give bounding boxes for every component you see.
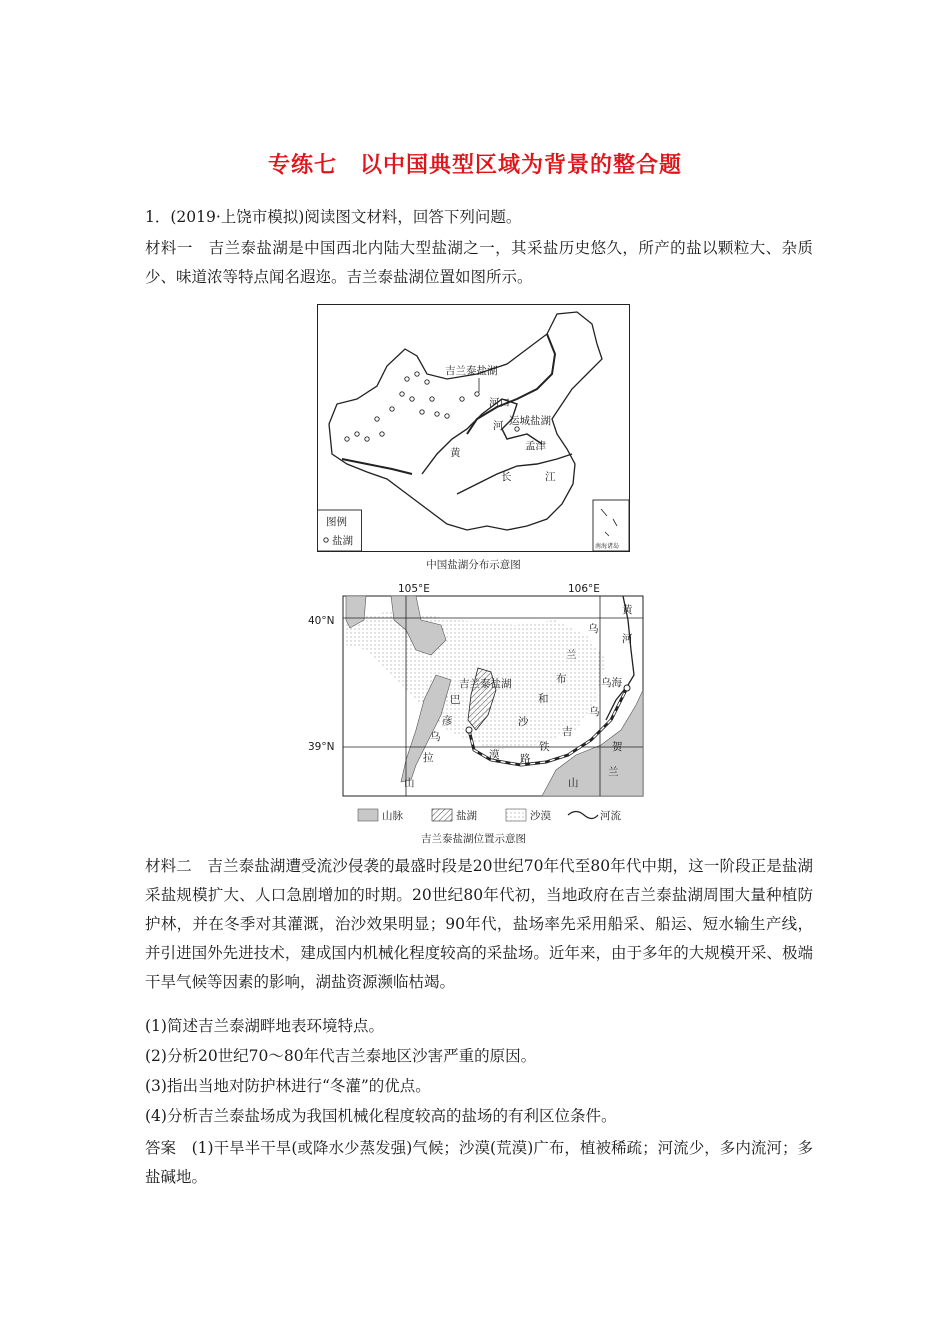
legend-river: 河流 — [600, 810, 621, 822]
label-sha: 沙 — [518, 716, 529, 728]
label-wu1: 乌 — [588, 623, 599, 635]
page-title: 专练七 以中国典型区域为背景的整合题 — [267, 152, 682, 178]
sub-question-3: (3)指出当地对防护林进行“冬灌”的优点。 — [145, 1077, 431, 1095]
label-lake: 吉兰泰盐湖 — [459, 678, 512, 690]
label-shan1: 山 — [404, 777, 415, 789]
label-bu: 布 — [556, 673, 567, 685]
label-huang: 黄 — [450, 447, 461, 459]
label-wu2: 乌 — [589, 706, 600, 718]
label-wuhai: 乌海 — [601, 677, 622, 689]
map1-caption: 中国盐湖分布示意图 — [426, 559, 521, 571]
lat-40: 40°N — [308, 615, 335, 627]
label-lan1: 兰 — [566, 649, 577, 661]
label-mo: 漠 — [489, 749, 500, 761]
material-two: 材料二 吉兰泰盐湖遭受流沙侵袭的最盛时段是20世纪70年代至80年代中期，这一阶段正是盐湖采盐规模扩大、人口急剧增加的时期。20世纪80年代初，当地政府在吉兰泰盐湖周围大量种植防护林，并在冬季对其灌溉，治沙效果明显；90年代，盐场率先采用船采、船运、短水输生产线，并引进国外先进技术，建成国内机械化程度较高的采盐场。近年来，由于多年的大规模开采、极端干旱气候等因素的影响，湖盐资源濒临枯竭。 — [145, 857, 813, 991]
material-one: 材料一 吉兰泰盐湖是中国西北内陆大型盐湖之一，其采盐历史悠久，所产的盐以颗粒大、杂质少、味道浓等特点闻名遐迩。吉兰泰盐湖位置如图所示。 — [145, 239, 813, 286]
label-he: 河 — [622, 633, 633, 645]
label-lu: 路 — [520, 753, 531, 765]
legend-salt-lake: 盐湖 — [332, 535, 353, 547]
map2-caption: 吉兰泰盐湖位置示意图 — [421, 833, 526, 845]
label-huang: 黄 — [622, 604, 633, 616]
label-chang: 长 — [501, 471, 512, 483]
legend-mountain: 山脉 — [382, 810, 403, 822]
lon-105: 105°E — [398, 583, 430, 595]
label-hekou: 河口 — [489, 397, 510, 409]
sub-question-4: (4)分析吉兰泰盐场成为我国机械化程度较高的盐场的有利区位条件。 — [145, 1107, 617, 1125]
label-he: 河 — [493, 420, 504, 432]
label-shan2: 山 — [568, 777, 579, 789]
legend-salt-lake: 盐湖 — [456, 810, 477, 822]
label-tie: 铁 — [539, 741, 550, 753]
lat-39: 39°N — [308, 741, 335, 753]
jilantai-location-map — [306, 580, 646, 830]
legend-title: 图例 — [326, 516, 347, 528]
label-lan2: 兰 — [608, 766, 619, 778]
sub-question-1: (1)简述吉兰泰湖畔地表环境特点。 — [145, 1017, 384, 1035]
label-la: 拉 — [423, 752, 434, 764]
china-salt-lake-map — [317, 304, 630, 552]
label-ba: 巴 — [450, 694, 461, 706]
label-jiang: 江 — [545, 471, 556, 483]
lon-106: 106°E — [568, 583, 600, 595]
label-mengjin: 孟津 — [525, 440, 546, 452]
label-ji: 吉 — [562, 726, 573, 738]
answer: 答案 (1)干旱半干旱(或降水少蒸发强)气候；沙漠(荒漠)广布，植被稀疏；河流少，多内流河；多盐碱地。 — [145, 1139, 813, 1186]
label-jilantai: 吉兰泰盐湖 — [445, 365, 498, 377]
label-yan: 彦 — [442, 715, 453, 727]
label-yuncheng: 运城盐湖 — [509, 415, 551, 427]
sub-question-2: (2)分析20世纪70～80年代吉兰泰地区沙害严重的原因。 — [145, 1047, 537, 1065]
label-wu3: 乌 — [430, 731, 441, 743]
label-he2: 和 — [538, 693, 549, 705]
label-inset: 南海诸岛 — [595, 543, 620, 550]
label-he3: 贺 — [612, 741, 623, 753]
question-intro: 1．(2019·上饶市模拟)阅读图文材料，回答下列问题。 — [145, 208, 522, 226]
legend-desert: 沙漠 — [530, 810, 551, 822]
